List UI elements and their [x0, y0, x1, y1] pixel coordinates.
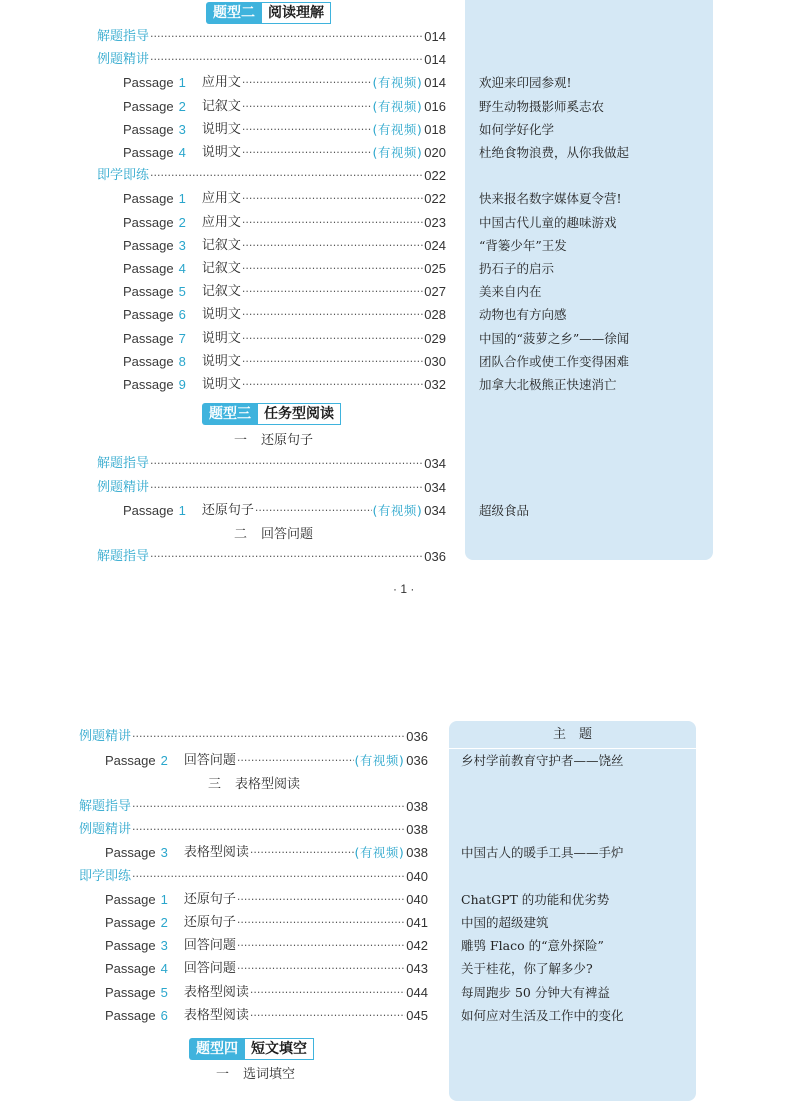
passage-word: Passage: [105, 891, 156, 907]
section-label: 解题指导: [79, 799, 132, 814]
passage-number: 6: [160, 1007, 168, 1023]
topic-text: 中国的“菠萝之乡”——徐闻: [479, 330, 630, 346]
toc-section-row: [79, 796, 428, 818]
passage-number: 3: [178, 237, 186, 253]
toc-passage-row: [105, 750, 428, 772]
passage-type: 应用文: [201, 214, 241, 230]
passage-number: 2: [178, 98, 186, 114]
passage-number: 1: [178, 191, 186, 207]
leader-dots: [132, 726, 405, 748]
badge-tag: 题型三: [202, 403, 258, 425]
page-ref: 030: [424, 353, 446, 369]
toc-section-row: [79, 866, 428, 888]
leader-dots: [255, 500, 372, 522]
leader-dots: [237, 750, 354, 772]
passage-type: 说明文: [201, 353, 241, 369]
toc-passage-row: [123, 304, 446, 326]
toc-passage-row: [123, 235, 446, 257]
passage-word: Passage: [123, 503, 174, 518]
page-ref: 045: [406, 1007, 428, 1023]
toc-section-row: [79, 726, 428, 748]
topic-text: 动物也有方向感: [479, 307, 567, 323]
subsection-number: 二: [234, 527, 248, 542]
leader-dots: [242, 96, 372, 118]
passage-number: 4: [160, 961, 168, 977]
toc-passage-row: [123, 351, 446, 373]
page-ref: 036: [406, 753, 428, 768]
page-ref: 041: [406, 915, 428, 930]
page-ref: 038: [406, 845, 428, 861]
toc-passage-row: [123, 188, 446, 210]
page-ref: 014: [424, 29, 446, 44]
subsection-number: 三: [208, 777, 222, 792]
toc-passage-row: [105, 889, 428, 911]
video-tag: (有视频): [372, 503, 423, 518]
subsection-number: 一: [234, 433, 248, 448]
passage-number: 8: [178, 353, 186, 369]
passage-word: Passage: [105, 753, 156, 768]
section-label: 解题指导: [97, 29, 150, 44]
toc-passage-row: [123, 119, 446, 141]
leader-dots: [150, 165, 423, 187]
page-ref: 023: [424, 214, 446, 230]
page-ref: 036: [424, 549, 446, 564]
page-ref: 029: [424, 330, 446, 346]
passage-number: 4: [178, 261, 186, 276]
passage-word: Passage: [123, 237, 174, 253]
leader-dots: [237, 958, 405, 980]
badge-title: 阅读理解: [262, 2, 331, 24]
toc-passage-row: [123, 500, 446, 522]
passage-type: 说明文: [201, 145, 241, 160]
page-ref: 040: [406, 891, 428, 907]
passage-word: Passage: [123, 214, 174, 230]
video-tag: (有视频): [354, 845, 405, 861]
topic-text: ChatGPT 的功能和优劣势: [461, 891, 610, 907]
passage-number: 2: [160, 753, 168, 768]
topic-header: 主 题: [449, 721, 696, 749]
leader-dots: [250, 1005, 405, 1027]
section-label: 解题指导: [97, 549, 150, 564]
passage-word: Passage: [105, 1007, 156, 1023]
passage-number: 9: [178, 377, 186, 392]
passage-type: 记叙文: [201, 261, 241, 276]
topic-text: 如何学好化学: [479, 121, 555, 137]
subsection-heading: [234, 524, 313, 546]
leader-dots: [242, 328, 423, 350]
passage-number: 3: [160, 938, 168, 954]
page-ref: 034: [424, 503, 446, 518]
badge-tag: 题型四: [189, 1038, 245, 1060]
leader-dots: [250, 842, 354, 864]
topic-text: 中国古代儿童的趣味游戏: [479, 214, 617, 230]
leader-dots: [242, 281, 423, 303]
passage-word: Passage: [123, 75, 174, 91]
toc-passage-row: [105, 1005, 428, 1027]
passage-type: 记叙文: [201, 98, 241, 114]
passage-number: 3: [178, 121, 186, 137]
passage-type: 回答问题: [183, 938, 236, 954]
topic-text: 团队合作或使工作变得困难: [479, 353, 630, 369]
page-ref: 025: [424, 261, 446, 276]
passage-type: 还原句子: [183, 891, 236, 907]
passage-type: 回答问题: [183, 753, 236, 768]
leader-dots: [242, 72, 372, 94]
video-tag: (有视频): [372, 75, 423, 91]
page-ref: 022: [424, 191, 446, 207]
subsection-heading: [216, 1064, 295, 1086]
leader-dots: [242, 188, 423, 210]
toc-passage-row: [123, 258, 446, 280]
section-label: 例题精讲: [79, 729, 132, 744]
passage-word: Passage: [123, 98, 174, 114]
toc-passage-row: [105, 958, 428, 980]
leader-dots: [242, 142, 372, 164]
toc-section-row: [79, 819, 428, 841]
page-ref: 027: [424, 284, 446, 300]
toc-passage-row: [123, 212, 446, 234]
page-ref: 016: [424, 98, 446, 114]
passage-word: Passage: [123, 377, 174, 392]
leader-dots: [237, 935, 405, 957]
passage-word: Passage: [105, 984, 156, 1000]
page-ref: 042: [406, 938, 428, 954]
passage-type: 还原句子: [183, 915, 236, 930]
topic-text: 如何应对生活及工作中的变化: [461, 1007, 624, 1023]
toc-passage-row: [105, 912, 428, 934]
leader-dots: [150, 49, 423, 71]
leader-dots: [250, 982, 405, 1004]
topic-text: “背篓少年”王发: [479, 237, 567, 253]
section-label: 例题精讲: [79, 822, 132, 838]
section-badge: [202, 403, 341, 425]
toc-section-row: [97, 26, 446, 48]
passage-type: 还原句子: [201, 503, 254, 518]
video-tag: (有视频): [372, 121, 423, 137]
page-ref: 043: [406, 961, 428, 977]
toc-passage-row: [105, 935, 428, 957]
leader-dots: [132, 796, 405, 818]
topic-text: 超级食品: [479, 503, 530, 518]
passage-word: Passage: [123, 261, 174, 276]
passage-type: 记叙文: [201, 237, 241, 253]
passage-type: 表格型阅读: [183, 984, 249, 1000]
toc-passage-row: [105, 842, 428, 864]
passage-type: 回答问题: [183, 961, 236, 977]
toc-section-row: [97, 453, 446, 475]
leader-dots: [132, 866, 405, 888]
passage-type: 说明文: [201, 377, 241, 392]
passage-number: 1: [160, 891, 168, 907]
leader-dots: [242, 304, 423, 326]
video-tag: (有视频): [372, 98, 423, 114]
subsection-title: 表格型阅读: [235, 777, 301, 792]
toc-passage-row: [123, 281, 446, 303]
page-ref: 028: [424, 307, 446, 323]
topic-text: 快来报名数字媒体夏令营!: [479, 191, 622, 207]
toc-passage-row: [123, 142, 446, 164]
toc-passage-row: [123, 72, 446, 94]
page-ref: 014: [424, 75, 446, 91]
passage-type: 表格型阅读: [183, 1007, 249, 1023]
section-label: 例题精讲: [97, 479, 150, 495]
topic-text: 加拿大北极熊正快速消亡: [479, 377, 617, 392]
leader-dots: [242, 351, 423, 373]
page-ref: 040: [406, 868, 428, 884]
page-ref: 014: [424, 52, 446, 68]
section-label: 解题指导: [97, 456, 150, 471]
page-ref: 038: [406, 799, 428, 814]
topic-text: 中国的超级建筑: [461, 915, 549, 930]
leader-dots: [242, 212, 423, 234]
passage-type: 应用文: [201, 191, 241, 207]
passage-number: 2: [160, 915, 168, 930]
passage-type: 说明文: [201, 330, 241, 346]
passage-number: 3: [160, 845, 168, 861]
passage-word: Passage: [123, 284, 174, 300]
topic-text: 扔石子的启示: [479, 261, 555, 276]
leader-dots: [242, 374, 423, 396]
passage-number: 6: [178, 307, 186, 323]
leader-dots: [237, 889, 405, 911]
topic-text: 雕鸮 Flaco 的“意外探险”: [461, 938, 604, 954]
badge-title: 任务型阅读: [258, 403, 341, 425]
toc-section-row: [97, 477, 446, 499]
passage-word: Passage: [123, 121, 174, 137]
section-label: 例题精讲: [97, 52, 150, 68]
topic-text: 美来自内在: [479, 284, 542, 300]
section-label: 即学即练: [79, 868, 132, 884]
toc-passage-row: [123, 328, 446, 350]
toc-section-row: [97, 546, 446, 568]
page-ref: 024: [424, 237, 446, 253]
passage-number: 1: [178, 503, 186, 518]
passage-number: 1: [178, 75, 186, 91]
leader-dots: [132, 819, 405, 841]
leader-dots: [242, 235, 423, 257]
subsection-number: 一: [216, 1067, 230, 1082]
page-ref: 034: [424, 479, 446, 495]
passage-word: Passage: [123, 330, 174, 346]
page-ref: 038: [406, 822, 428, 838]
subsection-title: 回答问题: [261, 527, 314, 542]
passage-number: 5: [160, 984, 168, 1000]
topic-text: 乡村学前教育守护者——饶丝: [461, 753, 624, 768]
section-badge: [189, 1038, 314, 1060]
toc-passage-row: [123, 96, 446, 118]
page-ref: 032: [424, 377, 446, 392]
section-badge: [206, 2, 331, 24]
toc-passage-row: [123, 374, 446, 396]
passage-word: Passage: [123, 353, 174, 369]
page-ref: 034: [424, 456, 446, 471]
badge-tag: 题型二: [206, 2, 262, 24]
subsection-heading: [208, 774, 300, 796]
video-tag: (有视频): [354, 753, 405, 768]
passage-word: Passage: [123, 191, 174, 207]
passage-word: Passage: [123, 307, 174, 323]
leader-dots: [150, 477, 423, 499]
passage-word: Passage: [105, 845, 156, 861]
page-ref: 022: [424, 168, 446, 184]
page-ref: 044: [406, 984, 428, 1000]
leader-dots: [242, 258, 423, 280]
leader-dots: [150, 546, 423, 568]
passage-type: 表格型阅读: [183, 845, 249, 861]
passage-type: 说明文: [201, 121, 241, 137]
toc-passage-row: [105, 982, 428, 1004]
topic-text: 关于桂花，你了解多少?: [461, 961, 593, 977]
passage-type: 应用文: [201, 75, 241, 91]
page-ref: 018: [424, 121, 446, 137]
page-number: · 1 ·: [393, 582, 415, 596]
subsection-title: 还原句子: [261, 433, 314, 448]
subsection-title: 选词填空: [243, 1067, 296, 1082]
leader-dots: [242, 119, 372, 141]
badge-title: 短文填空: [245, 1038, 314, 1060]
passage-number: 5: [178, 284, 186, 300]
section-label: 即学即练: [97, 168, 150, 184]
leader-dots: [150, 26, 423, 48]
passage-word: Passage: [105, 915, 156, 930]
topic-text: 中国古人的暖手工具——手炉: [461, 845, 624, 861]
leader-dots: [237, 912, 405, 934]
toc-section-row: [97, 49, 446, 71]
passage-number: 4: [178, 145, 186, 160]
passage-number: 7: [178, 330, 186, 346]
topic-sidebar: [449, 721, 696, 1101]
page-ref: 036: [406, 729, 428, 744]
topic-text: 每周跑步 50 分钟大有裨益: [461, 984, 610, 1000]
page-ref: 020: [424, 145, 446, 160]
video-tag: (有视频): [372, 145, 423, 160]
passage-word: Passage: [105, 961, 156, 977]
toc-section-row: [97, 165, 446, 187]
subsection-heading: [234, 430, 313, 452]
passage-word: Passage: [123, 145, 174, 160]
passage-type: 记叙文: [201, 284, 241, 300]
passage-type: 说明文: [201, 307, 241, 323]
topic-text: 杜绝食物浪费，从你我做起: [479, 145, 630, 160]
passage-word: Passage: [105, 938, 156, 954]
passage-number: 2: [178, 214, 186, 230]
topic-text: 欢迎来印园参观!: [479, 75, 572, 91]
topic-text: 野生动物摄影师奚志农: [479, 98, 605, 114]
leader-dots: [150, 453, 423, 475]
